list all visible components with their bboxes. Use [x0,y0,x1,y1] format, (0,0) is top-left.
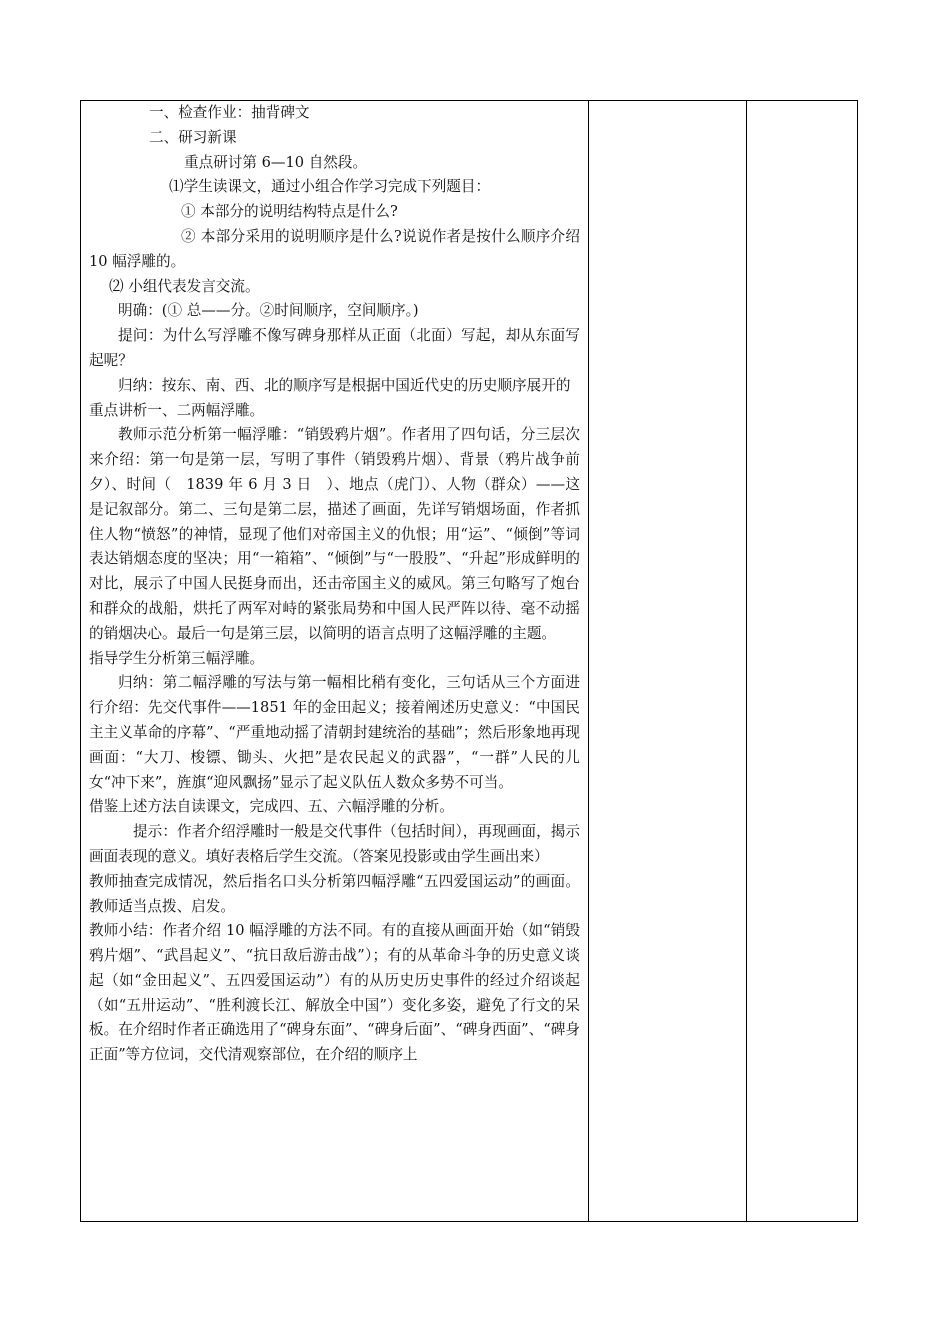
teaching-content [81,101,588,1221]
question-2: ② 本部分采用的说明顺序是什么?说说作者是按什么顺序介绍 10 幅浮雕的。 [89,227,580,270]
lesson-table [80,100,858,1222]
teaching-content-cell [81,101,589,1222]
summary-order: 归纳：按东、南、西、北的顺序写是根据中国近代史的历史顺序展开的 [118,376,571,394]
focus-paragraphs: 重点研讨第 6—10 自然段。 [184,153,368,171]
item-check-homework: 一、检查作业：抽背碑文 [149,104,310,121]
guide-relief-3: 指导学生分析第三幅浮雕。 [89,649,265,667]
teacher-analysis-relief-1: 教师示范分析第一幅浮雕：“销毁鸦片烟”。作者用了四句话，分三层次来介绍：第一句是第一层，写明了事件（销毁鸦片烟）、背景（鸦片战争前夕）、时间（ 1839 年 6 月 3 日 ）、地点（虎门）、人物（群众）——这是记叙部分。第二、三句是第二层，描述了画面，先详写销烟场面，作者抓住人物“愤怒”的神情，显现了他们对帝国主义的仇恨；用“运”、“倾倒”等词表达销烟态度的坚决；用“一箱箱”、“倾倒”与“一股股”、“升起”形成鲜明的对比，展示了中国人民挺身而出，还击帝国主义的威风。第三句略写了炮台和群众的战船，烘托了两军对峙的紧张局势和中国人民严阵以待、毫不动摇的销烟决心。最后一句是第三层，以简明的语言点明了这幅浮雕的主题。 [89,426,580,642]
task-intro: ⑴学生读课文，通过小组合作学习完成下列题目： [169,178,491,196]
focus-relief-1-2: 重点讲析一、二两幅浮雕。 [89,401,265,419]
item-new-lesson: 二、研习新课 [149,128,237,146]
teacher-summary: 教师小结：作者介绍 10 幅浮雕的方法不同。有的直接从画面开始（如“销毁鸦片烟”、“武昌起义”、“抗日敌后游击战”）；有的从革命斗争的历史意义谈起（如“金田起义”、五四爱国运动”）有的从历史历史事件的经过介绍谈起（如“五卅运动”、“胜利渡长江、解放全中国”）变化多姿，避免了行文的呆板。在介绍时作者正确选用了“碑身东面”、“碑身后面”、“碑身西面”、“碑身正面”等方位词，交代清观察部位，在介绍的顺序上 [89,922,580,1064]
summary-relief-2: 归纳：第二幅浮雕的写法与第一幅相比稍有变化，三句话从三个方面进行介绍：先交代事件——1851 年的金田起义；接着阐述历史意义：“中国民主主义革命的序幕”、“严重地动摇了清朝封建统治的基础”；然后形象地再现画面：“大刀、梭镖、锄头、火把”是农民起义的武器”，“一群”人民的儿女“冲下来”，旌旗“迎风飘扬”显示了起义队伍人数众多势不可当。 [89,674,580,791]
hint-paragraph: 提示：作者介绍浮雕时一般是交代事件（包括时间），再现画面，揭示画面表现的意义。填好表格后学生交流。（答案见投影或由学生画出来） [89,823,580,865]
teacher-check: 教师抽查完成情况，然后指名口头分析第四幅浮雕“五四爱国运动”的画面。教师适当点拨、启发。 [89,872,580,915]
question-1: ① 本部分的说明结构特点是什么? [181,203,398,221]
question-prompt: 提问：为什么写浮雕不像写碑身那样从正面（北面）写起，却从东面写起呢？ [89,327,580,369]
clarification: 明确：(① 总——分。②时间顺序，空间顺序。) [118,302,419,320]
right-column-cell [747,101,858,1222]
group-report: ⑵ 小组代表发言交流。 [109,277,260,295]
self-study-task: 借鉴上述方法自读课文，完成四、五、六幅浮雕的分析。 [89,798,454,816]
middle-column-cell [589,101,747,1222]
